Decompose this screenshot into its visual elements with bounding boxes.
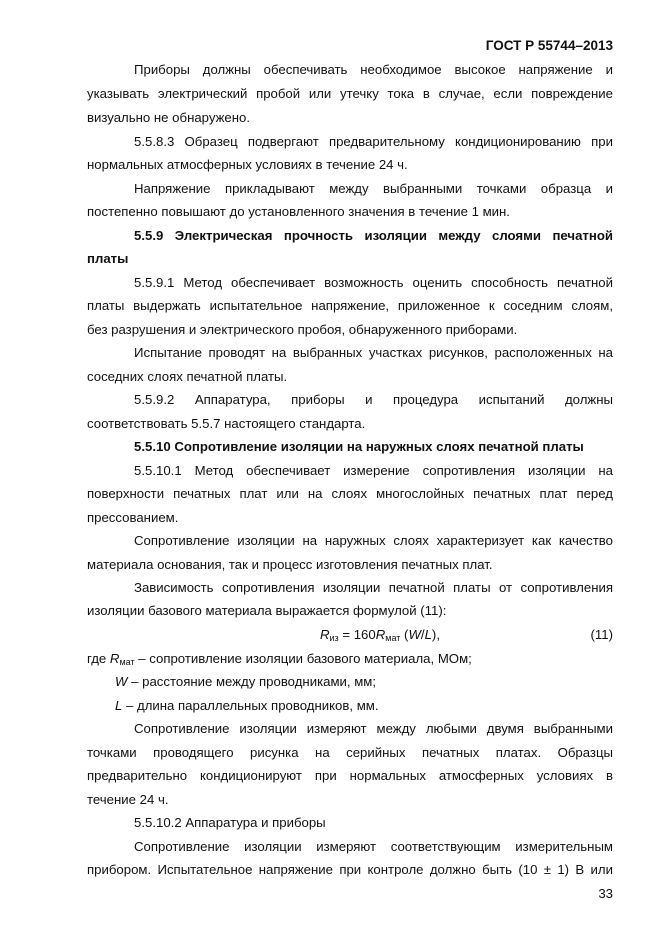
text-part: где: [87, 651, 110, 666]
text-line: 5.5.10.1 Метод обеспечивает измерение сопротивления изоляции на: [134, 463, 613, 478]
text-part: L: [115, 698, 123, 713]
text-line: 5.5.10.2 Аппаратура и приборы: [134, 815, 326, 830]
formula-part: L: [424, 627, 432, 642]
text-line: Испытание проводят на выбранных участках рисунков, расположенных на: [134, 345, 613, 360]
formula: [320, 627, 440, 643]
section-heading: 5.5.9 Электрическая прочность изоляции между слоями печатной: [134, 228, 613, 243]
text-line: нормальных атмосферных условиях в течение 24 ч.: [87, 157, 408, 172]
formula-part: мат: [385, 633, 401, 643]
document-id: ГОСТ Р 55744–2013: [485, 38, 613, 53]
text-line: 5.5.8.3 Образец подвергают предварительному кондиционированию при: [134, 134, 613, 149]
text-line: Зависимость сопротивления изоляции печатной платы от сопротивления: [134, 580, 613, 595]
text-part: – расстояние между проводниками, мм;: [127, 674, 377, 689]
text-part: – длина параллельных проводников, мм.: [122, 698, 379, 713]
text-line: материала основания, так и процесс изготовления печатных плат.: [87, 557, 493, 572]
section-heading: 5.5.10 Сопротивление изоляции на наружных слоях печатной платы: [134, 439, 584, 454]
text-part: R: [109, 651, 120, 666]
formula-part: ),: [431, 627, 440, 642]
text-line: Сопротивление изоляции измеряют между любыми двумя выбранными: [134, 721, 613, 736]
text-line: постепенно повышают до установленного значения в течение 1 мин.: [87, 204, 510, 219]
formula-number: (11): [590, 627, 613, 642]
text-line: визуально не обнаружено.: [87, 110, 251, 125]
text-line: Сопротивление изоляции измеряют соответствующим измерительным: [134, 839, 613, 854]
text-part: W: [115, 674, 128, 689]
text-line: течение 24 ч.: [87, 792, 169, 807]
text-line: прессованием.: [87, 510, 179, 525]
text-line: [115, 674, 376, 690]
formula-part: W: [408, 627, 421, 642]
text-line: соседних слоях печатной платы.: [87, 369, 288, 384]
formula-part: /: [420, 627, 425, 642]
section-heading: платы: [87, 251, 129, 266]
text-line: предварительно кондиционируют при нормальных атмосферных условиях в: [87, 768, 613, 783]
text-line: 5.5.9.2 Аппаратура, приборы и процедура испытаний должны: [134, 392, 613, 407]
text-part: мат: [119, 657, 135, 667]
text-part: – сопротивление изоляции базового материала, МОм;: [134, 651, 472, 666]
text-line: Приборы должны обеспечивать необходимое высокое напряжение и: [134, 62, 613, 77]
text-line: 5.5.9.1 Метод обеспечивает возможность оценить способность печатной: [134, 275, 613, 290]
formula-part: R: [375, 627, 386, 642]
text-line: без разрушения и электрического пробоя, обнаруженного приборами.: [87, 322, 518, 337]
text-line: указывать электрический пробой или утечку тока в случае, если повреждение: [87, 86, 613, 101]
formula-part: R: [320, 627, 330, 642]
text-line: [115, 698, 379, 714]
text-line: точками проводящего рисунка на серийных печатных платах. Образцы: [87, 745, 613, 760]
formula-part: (: [400, 627, 409, 642]
formula-part: из: [329, 633, 339, 643]
text-line: поверхности печатных плат или на слоях многослойных печатных плат перед: [87, 486, 613, 501]
text-line: изоляции базового материала выражается формулой (11):: [87, 603, 447, 618]
text-line: платы выдержать испытательное напряжение, приложенное к соседним слоям,: [87, 298, 613, 313]
text-line: Напряжение прикладывают между выбранными точками образца и: [134, 181, 613, 196]
page-number: 33: [598, 886, 613, 901]
text-line: соответствовать 5.5.7 настоящего стандарта.: [87, 416, 366, 431]
text-line: [87, 651, 472, 667]
text-line: Сопротивление изоляции на наружных слоях характеризует как качество: [134, 533, 613, 548]
formula-part: = 160: [338, 627, 376, 642]
text-line: прибором. Испытательное напряжение при контроле должно быть (10 ± 1) В или: [87, 862, 613, 877]
